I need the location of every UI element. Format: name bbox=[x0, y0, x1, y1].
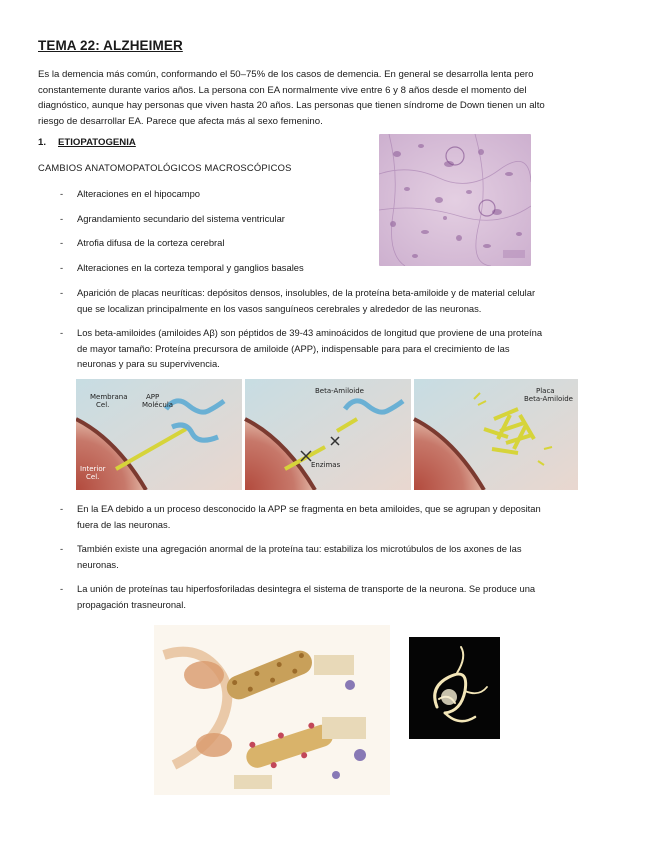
list-item bbox=[60, 325, 640, 373]
list-item bbox=[60, 501, 640, 533]
bullet-dash: - bbox=[60, 327, 64, 338]
list-item-text: Alteraciones en la corteza temporal y ganglios basales bbox=[77, 262, 304, 273]
list-item-text: fuera de las neuronas. bbox=[77, 518, 171, 530]
bullet-dash: - bbox=[60, 583, 64, 594]
bullet-dash: - bbox=[60, 213, 64, 224]
label-interior: Interior bbox=[80, 465, 106, 473]
label-app: APP bbox=[146, 393, 160, 401]
list-item-text: de mayor tamaño: Proteína precursora de amiloide (APP), indispensable para para el crecimiento de las bbox=[77, 342, 510, 354]
label-placa: Placa bbox=[536, 387, 555, 395]
tau-tangle-image bbox=[409, 637, 500, 739]
label-beta-amiloide: Beta-Amiloide bbox=[315, 387, 364, 395]
list-item-text: Los beta-amiloides (amiloides Aβ) son péptidos de 39-43 aminoácidos de longitud que proviene de una proteína bbox=[77, 327, 543, 338]
list-item-text: También existe una agregación anormal de la proteína tau: estabiliza los microtúbulos de los axones de las bbox=[77, 543, 522, 554]
list-item-text: La unión de proteínas tau hiperfosforiladas desintegra el sistema de transporte de la neurona. Se produce una bbox=[77, 583, 536, 594]
section-heading bbox=[38, 137, 136, 148]
intro-line: riesgo de desarrollar EA. Parece que afecta más al sexo femenino. bbox=[38, 115, 323, 127]
intro-line: Es la demencia más común, conformando el 50–75% de los casos de demencia. En general se desarrolla lenta pero bbox=[38, 69, 534, 80]
list-item bbox=[60, 211, 620, 227]
label-cel2: Cel. bbox=[86, 473, 100, 481]
list-item bbox=[60, 235, 620, 251]
page-title: TEMA 22: ALZHEIMER bbox=[38, 38, 183, 53]
list-item bbox=[60, 186, 620, 202]
intro-line: constantemente durante varios años. La persona con EA normalmente vive entre 6 y 8 años desde el momento del bbox=[38, 84, 527, 96]
bullet-dash: - bbox=[60, 543, 64, 554]
list-item-text: que se localizan principalmente en los vasos sanguíneos cerebrales y alrededor de las neuronas. bbox=[77, 302, 482, 314]
section-number: 1. bbox=[38, 137, 47, 148]
list-item-text: Atrofia difusa de la corteza cerebral bbox=[77, 237, 225, 248]
bullet-dash: - bbox=[60, 237, 64, 248]
list-item bbox=[60, 541, 640, 573]
list-item-text: En la EA debido a un proceso desconocido la APP se fragmenta en beta amiloides, que se agrupan y depositan bbox=[77, 503, 541, 514]
tau-neuron-illustration bbox=[154, 625, 390, 795]
list-item-text: Alteraciones en el hipocampo bbox=[77, 188, 200, 199]
bullet-dash: - bbox=[60, 188, 64, 199]
list-item-text: Agrandamiento secundario del sistema ventricular bbox=[77, 213, 285, 224]
intro-paragraph bbox=[38, 67, 598, 129]
intro-line: diagnóstico, aunque hay personas que viven hasta 20 años. Las personas que tienen síndrome de Down tienen un alto bbox=[38, 100, 545, 112]
bullet-dash: - bbox=[60, 287, 64, 298]
bullet-dash: - bbox=[60, 503, 64, 514]
list-item-text: neuronas. bbox=[77, 558, 119, 570]
list-item bbox=[60, 581, 640, 613]
list-item bbox=[60, 285, 640, 317]
label-placa-beta-amiloide: Beta-Amiloide bbox=[524, 395, 573, 403]
label-cel: Cel. bbox=[96, 401, 110, 409]
list-item-text: neuronas y para su supervivencia. bbox=[77, 358, 220, 370]
list-item-text: propagación trasneuronal. bbox=[77, 598, 186, 610]
list-item bbox=[60, 260, 620, 276]
bullet-dash: - bbox=[60, 262, 64, 273]
section-label: ETIOPATOGENIA bbox=[58, 137, 136, 148]
label-molecula: Molécula bbox=[142, 401, 174, 409]
label-membrana: Membrana bbox=[90, 393, 128, 401]
list-item-text: Aparición de placas neuríticas: depósitos densos, insolubles, de la proteína beta-amiloide y de material celular bbox=[77, 287, 536, 298]
label-enzimas: Enzimas bbox=[311, 461, 341, 469]
amyloid-formation-illustration bbox=[76, 379, 578, 490]
subheading: CAMBIOS ANATOMOPATOLÓGICOS MACROSCÓPICOS bbox=[38, 162, 292, 173]
histology-image bbox=[379, 134, 531, 266]
